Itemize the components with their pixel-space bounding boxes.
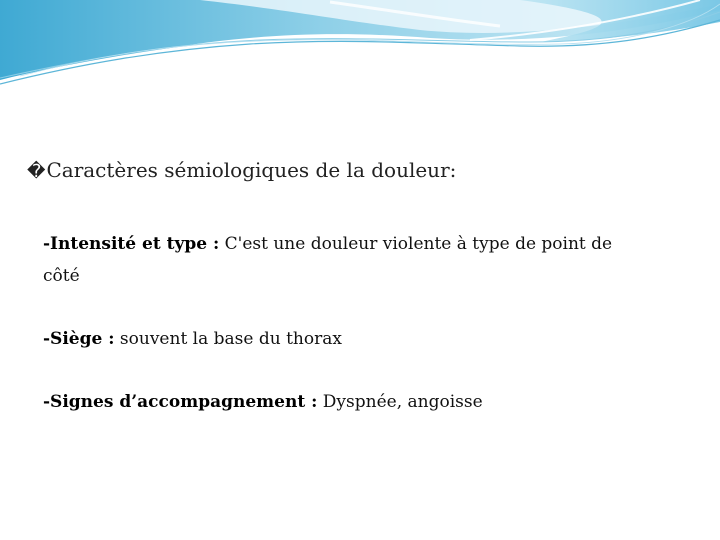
slide-heading bbox=[27, 158, 456, 182]
list-item-intensity bbox=[43, 228, 653, 292]
list-item-site bbox=[43, 323, 653, 355]
heading-text: Caractères sémiologiques de la douleur: bbox=[46, 158, 457, 182]
item-text: souvent la base du thorax bbox=[114, 329, 342, 349]
header-wave-decoration bbox=[0, 0, 720, 110]
list-item-signs bbox=[43, 386, 653, 418]
item-label: -Siège : bbox=[43, 329, 115, 349]
item-label: -Intensité et type : bbox=[43, 234, 220, 254]
heading-bullet: � bbox=[27, 161, 46, 182]
item-text: Dyspnée, angoisse bbox=[317, 392, 483, 412]
item-text: C'est une douleur violente à type de point de côté bbox=[43, 234, 613, 286]
item-label: -Signes d’accompagnement : bbox=[43, 392, 318, 412]
